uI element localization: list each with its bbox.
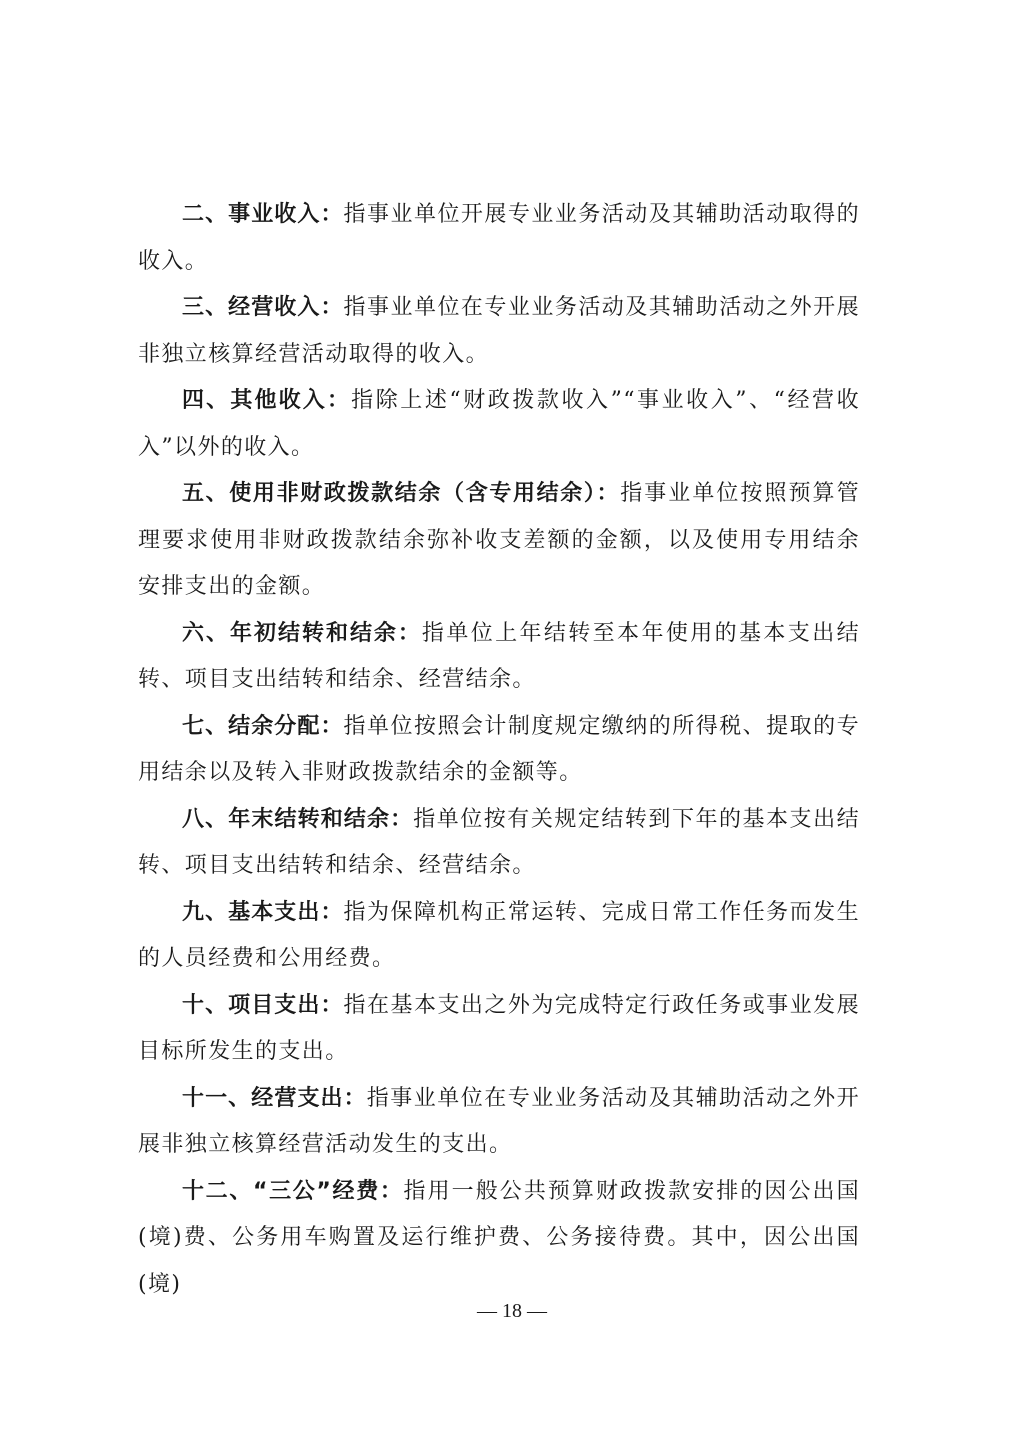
term-heading: 六、年初结转和结余：: [182, 620, 422, 646]
term-definition: 指事业单位开展专业业务活动及其辅助活动取得的收入。: [138, 202, 860, 274]
term-definition: 指为保障机构正常运转、完成日常工作任务而发生的人员经费和公用经费。: [138, 899, 860, 971]
term-heading: 五、使用非财政拨款结余（含专用结余）：: [182, 481, 621, 506]
term-definition: 指事业单位在专业业务活动及其辅助活动之外开展非独立核算经营活动取得的收入。: [138, 295, 860, 367]
term-definition: 指单位按照会计制度规定缴纳的所得税、提取的专用结余以及转入非财政拨款结余的金额等。: [138, 713, 860, 785]
paragraph-project-expenditure: [138, 983, 860, 1076]
term-heading: 十、项目支出：: [182, 992, 344, 1018]
paragraph-other-income: [138, 378, 860, 471]
term-definition: 指单位按有关规定结转到下年的基本支出结转、项目支出结转和结余、经营结余。: [138, 806, 860, 878]
term-heading: 十一、经营支出：: [182, 1085, 367, 1111]
paragraph-balance-distribution: [138, 704, 860, 797]
term-definition: 指事业单位在专业业务活动及其辅助活动之外开展非独立核算经营活动发生的支出。: [138, 1085, 860, 1157]
paragraph-non-fiscal-balance-use: [138, 471, 860, 611]
term-definition: 指事业单位按照预算管理要求使用非财政拨款结余弥补收支差额的金额，以及使用专用结余安排支出的金额。: [138, 481, 860, 599]
term-definition: 指用一般公共预算财政拨款安排的因公出国(境)费、公务用车购置及运行维护费、公务接待费。其中，因公出国(境): [138, 1178, 860, 1297]
term-definition: 指单位上年结转至本年使用的基本支出结转、项目支出结转和结余、经营结余。: [138, 620, 860, 692]
term-definition: 指除上述“财政拨款收入”“事业收入”、“经营收入”以外的收入。: [138, 388, 860, 460]
page-number: — 18 —: [477, 1300, 547, 1322]
term-heading: 四、其他收入：: [182, 388, 352, 413]
term-definition: 指在基本支出之外为完成特定行政任务或事业发展目标所发生的支出。: [138, 992, 860, 1064]
term-heading: 二、事业收入：: [182, 202, 344, 227]
document-body: [138, 192, 860, 1308]
term-heading: 七、结余分配：: [182, 713, 344, 739]
paragraph-basic-expenditure: [138, 890, 860, 983]
term-heading: 八、年末结转和结余：: [182, 806, 414, 832]
paragraph-opening-carryover: [138, 611, 860, 704]
term-heading: 九、基本支出：: [182, 899, 344, 925]
paragraph-closing-carryover: [138, 797, 860, 890]
paragraph-business-income: [138, 192, 860, 285]
paragraph-three-public-expenses: [138, 1169, 860, 1309]
term-heading: 十二、“三公”经费：: [182, 1178, 404, 1204]
paragraph-operating-income: [138, 285, 860, 378]
term-heading: 三、经营收入：: [182, 295, 344, 320]
paragraph-operating-expenditure: [138, 1076, 860, 1169]
